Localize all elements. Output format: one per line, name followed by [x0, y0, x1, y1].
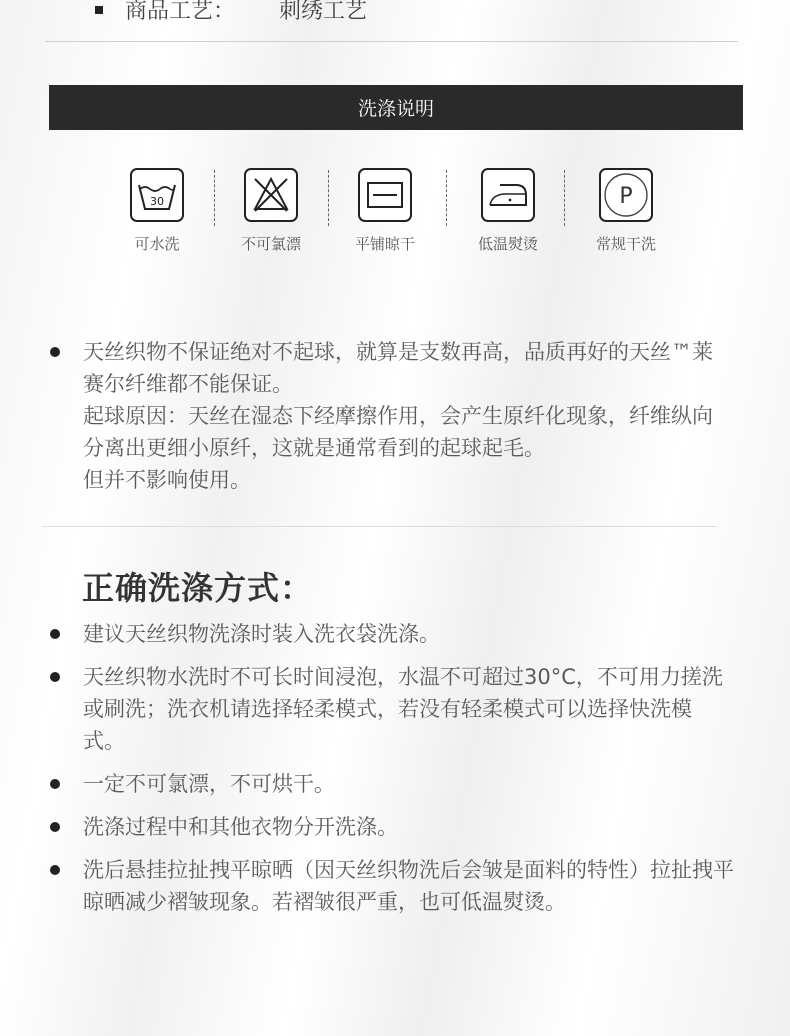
care-label-dry-clean: 常规干洗 — [595, 235, 656, 253]
dry-flat-icon — [358, 168, 412, 222]
list-item — [50, 336, 740, 496]
list-item — [50, 661, 750, 757]
bullet-dot-icon — [50, 779, 60, 789]
dashed-divider — [446, 170, 447, 226]
divider — [45, 41, 738, 42]
craft-label: 商品工艺： — [125, 0, 236, 24]
bullet-dot-icon — [50, 672, 60, 682]
wash-step: 洗后悬挂拉扯拽平晾晒（因天丝织物洗后会皱是面料的特性）拉扯拽平晾晒减少褶皱现象。若褶皱很严重，也可低温熨烫。 — [83, 858, 734, 914]
divider — [42, 526, 717, 527]
bullet-dot-icon — [50, 347, 60, 357]
wash-heading: 正确洗涤方式： — [82, 569, 314, 607]
dry-clean-letter: P — [619, 184, 633, 209]
bullet-dot-icon — [50, 629, 60, 639]
care-item-dry-clean — [566, 168, 686, 254]
list-item — [50, 618, 750, 650]
list-item — [50, 811, 750, 843]
dry-clean-p-icon — [599, 168, 653, 222]
care-label-low-iron: 低温熨烫 — [477, 235, 538, 253]
care-label-dry-flat: 平铺晾干 — [354, 235, 415, 253]
low-iron-icon — [481, 168, 535, 222]
wash-30-icon — [130, 168, 184, 222]
care-label-wash: 可水洗 — [134, 235, 180, 253]
care-label-no-bleach: 不可氯漂 — [240, 235, 301, 253]
note-line: 起球原因：天丝在湿态下经摩擦作用，会产生原纤化现象，纤维纵向分离出更细小原纤，这就是通常看到的起球起毛。 — [83, 404, 713, 460]
section-header-title: 洗涤说明 — [357, 98, 434, 120]
care-item-dry-flat — [325, 168, 445, 254]
product-craft-row — [95, 0, 367, 25]
bullet-dot-icon — [50, 822, 60, 832]
craft-value: 刺绣工艺 — [279, 0, 368, 24]
care-item-low-iron — [448, 168, 568, 254]
dashed-divider — [564, 170, 565, 226]
wash-step: 一定不可氯漂，不可烘干。 — [83, 772, 335, 796]
wash-step: 建议天丝织物洗涤时装入洗衣袋洗涤。 — [83, 622, 440, 646]
wash-temp-text: 30 — [150, 195, 164, 208]
list-item — [50, 854, 750, 918]
care-icons-row — [97, 168, 697, 263]
wash-step: 洗涤过程中和其他衣物分开洗涤。 — [83, 815, 398, 839]
note-line: 但并不影响使用。 — [83, 468, 251, 492]
bullet-dot-icon — [50, 865, 60, 875]
pilling-note — [50, 336, 740, 496]
section-header — [49, 85, 743, 130]
wash-step: 天丝织物水洗时不可长时间浸泡，水温不可超过30°C，不可用力搓洗或刷洗；洗衣机请选择轻柔模式，若没有轻柔模式可以选择快洗模式。 — [83, 665, 723, 753]
no-bleach-icon — [244, 168, 298, 222]
note-line: 天丝织物不保证绝对不起球，就算是支数再高，品质再好的天丝™莱赛尔纤维都不能保证。 — [83, 340, 713, 396]
list-item — [50, 768, 750, 800]
care-item-no-bleach — [211, 168, 331, 254]
care-item-wash — [97, 168, 217, 254]
square-bullet-icon — [95, 6, 103, 14]
wash-steps-list — [50, 618, 750, 929]
